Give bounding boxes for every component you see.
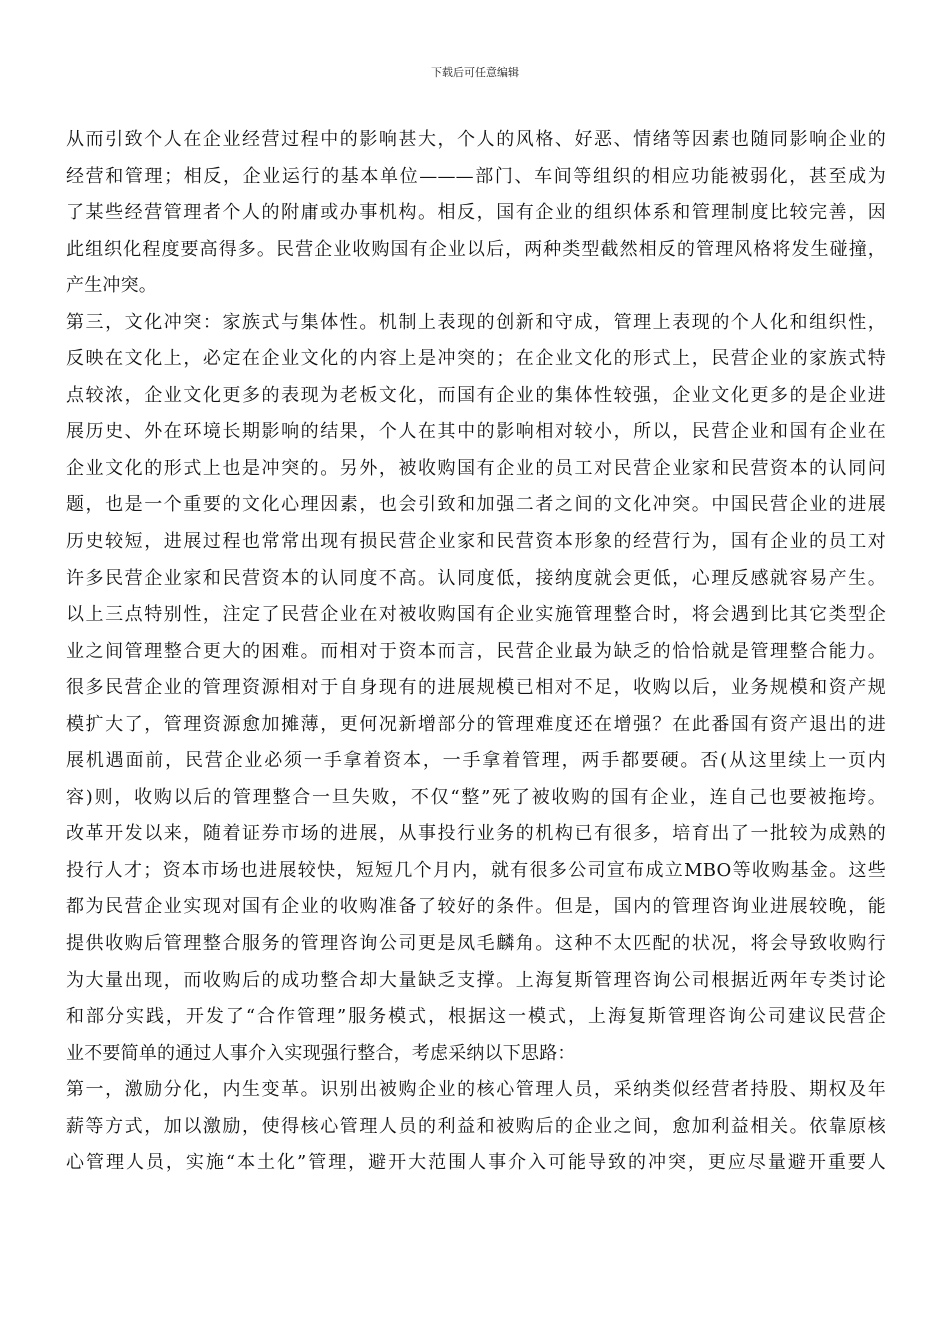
text-line: 业不要简单的通过人事介入实现强行整合，考虑采纳以下思路： xyxy=(66,1042,576,1064)
text-line: 从而引致个人在企业经营过程中的影响甚大，个人的风格、好恶、情绪等因素也随同影响企业的 xyxy=(66,129,886,150)
text-line: 经营和管理；相反，企业运行的基本单位———部门、车间等组织的相应功能被弱化，甚至成为 xyxy=(66,165,886,187)
text-line: 和部分实践，开发了“合作管理”服务模式，根据这一模式，上海复斯管理咨询公司建议民营企 xyxy=(66,1006,886,1028)
text-line: 心管理人员，实施“本土化”管理，避开大范围人事介入可能导致的冲突，更应尽量避开重要人 xyxy=(66,1152,886,1174)
text-line: 第一，激励分化，内生变革。识别出被购企业的核心管理人员，采纳类似经营者持股、期权及年 xyxy=(66,1079,886,1101)
text-line: 都为民营企业实现对国有企业的收购准备了较好的条件。但是，国内的管理咨询业进展较晚，能 xyxy=(66,896,886,918)
text-line: 投行人才；资本市场也进展较快，短短几个月内，就有很多公司宣布成立MBO等收购基金。这些 xyxy=(66,859,886,881)
text-line: 业之间管理整合更大的困难。而相对于资本而言，民营企业最为缺乏的恰恰就是管理整合能力。 xyxy=(66,640,886,662)
text-line: 改革开发以来，随着证券市场的进展，从事投行业务的机构已有很多，培育出了一批较为成熟的 xyxy=(66,823,886,845)
text-line: 展机遇面前，民营企业必须一手拿着资本，一手拿着管理，两手都要硬。否(从这里续上一页内 xyxy=(66,750,886,772)
text-line: 企业文化的形式上也是冲突的。另外，被收购国有企业的员工对民营企业家和民营资本的认同问 xyxy=(66,457,886,479)
text-line: 点较浓，企业文化更多的表现为老板文化，而国有企业的集体性较强，企业文化更多的是企业进 xyxy=(66,384,886,406)
text-line: 了某些经营管理者个人的附庸或办事机构。相反，国有企业的组织体系和管理制度比较完善，因 xyxy=(66,202,886,224)
body-text xyxy=(66,122,886,1182)
text-line: 薪等方式，加以激励，使得核心管理人员的利益和被购后的企业之间，愈加利益相关。依靠原核 xyxy=(66,1115,886,1137)
text-line: 此组织化程度要高得多。民营企业收购国有企业以后，两种类型截然相反的管理风格将发生碰撞， xyxy=(66,238,886,260)
page-header: 下载后可任意编辑 xyxy=(431,66,519,79)
text-line: 第三，文化冲突：家族式与集体性。机制上表现的创新和守成，管理上表现的个人化和组织性， xyxy=(66,311,886,333)
text-line: 提供收购后管理整合服务的管理咨询公司更是凤毛麟角。这种不太匹配的状况，将会导致收购行 xyxy=(66,933,886,955)
text-line: 题，也是一个重要的文化心理因素，也会引致和加强二者之间的文化冲突。中国民营企业的进展 xyxy=(66,494,886,516)
text-line: 历史较短，进展过程也常常出现有损民营企业家和民营资本形象的经营行为，国有企业的员工对 xyxy=(66,531,886,553)
text-line: 展历史、外在环境长期影响的结果，个人在其中的影响相对较小，所以，民营企业和国有企业在 xyxy=(66,421,886,443)
text-line: 为大量出现，而收购后的成功整合却大量缺乏支撑。上海复斯管理咨询公司根据近两年专类讨论 xyxy=(66,969,886,991)
text-line: 容)则，收购以后的管理整合一旦失败，不仅“整”死了被收购的国有企业，连自己也要被拖垮。 xyxy=(66,786,886,808)
text-line: 产生冲突。 xyxy=(66,275,157,297)
text-line: 以上三点特别性，注定了民营企业在对被收购国有企业实施管理整合时，将会遇到比其它类型企 xyxy=(66,604,886,626)
text-line: 模扩大了，管理资源愈加摊薄，更何况新增部分的管理难度还在增强？在此番国有资产退出的进 xyxy=(66,713,886,735)
text-line: 许多民营企业家和民营资本的认同度不高。认同度低，接纳度就会更低，心理反感就容易产生。 xyxy=(66,567,886,589)
text-line: 很多民营企业的管理资源相对于自身现有的进展规模已相对不足，收购以后，业务规模和资产规 xyxy=(66,677,886,699)
text-line: 反映在文化上，必定在企业文化的内容上是冲突的；在企业文化的形式上，民营企业的家族式特 xyxy=(66,348,886,370)
